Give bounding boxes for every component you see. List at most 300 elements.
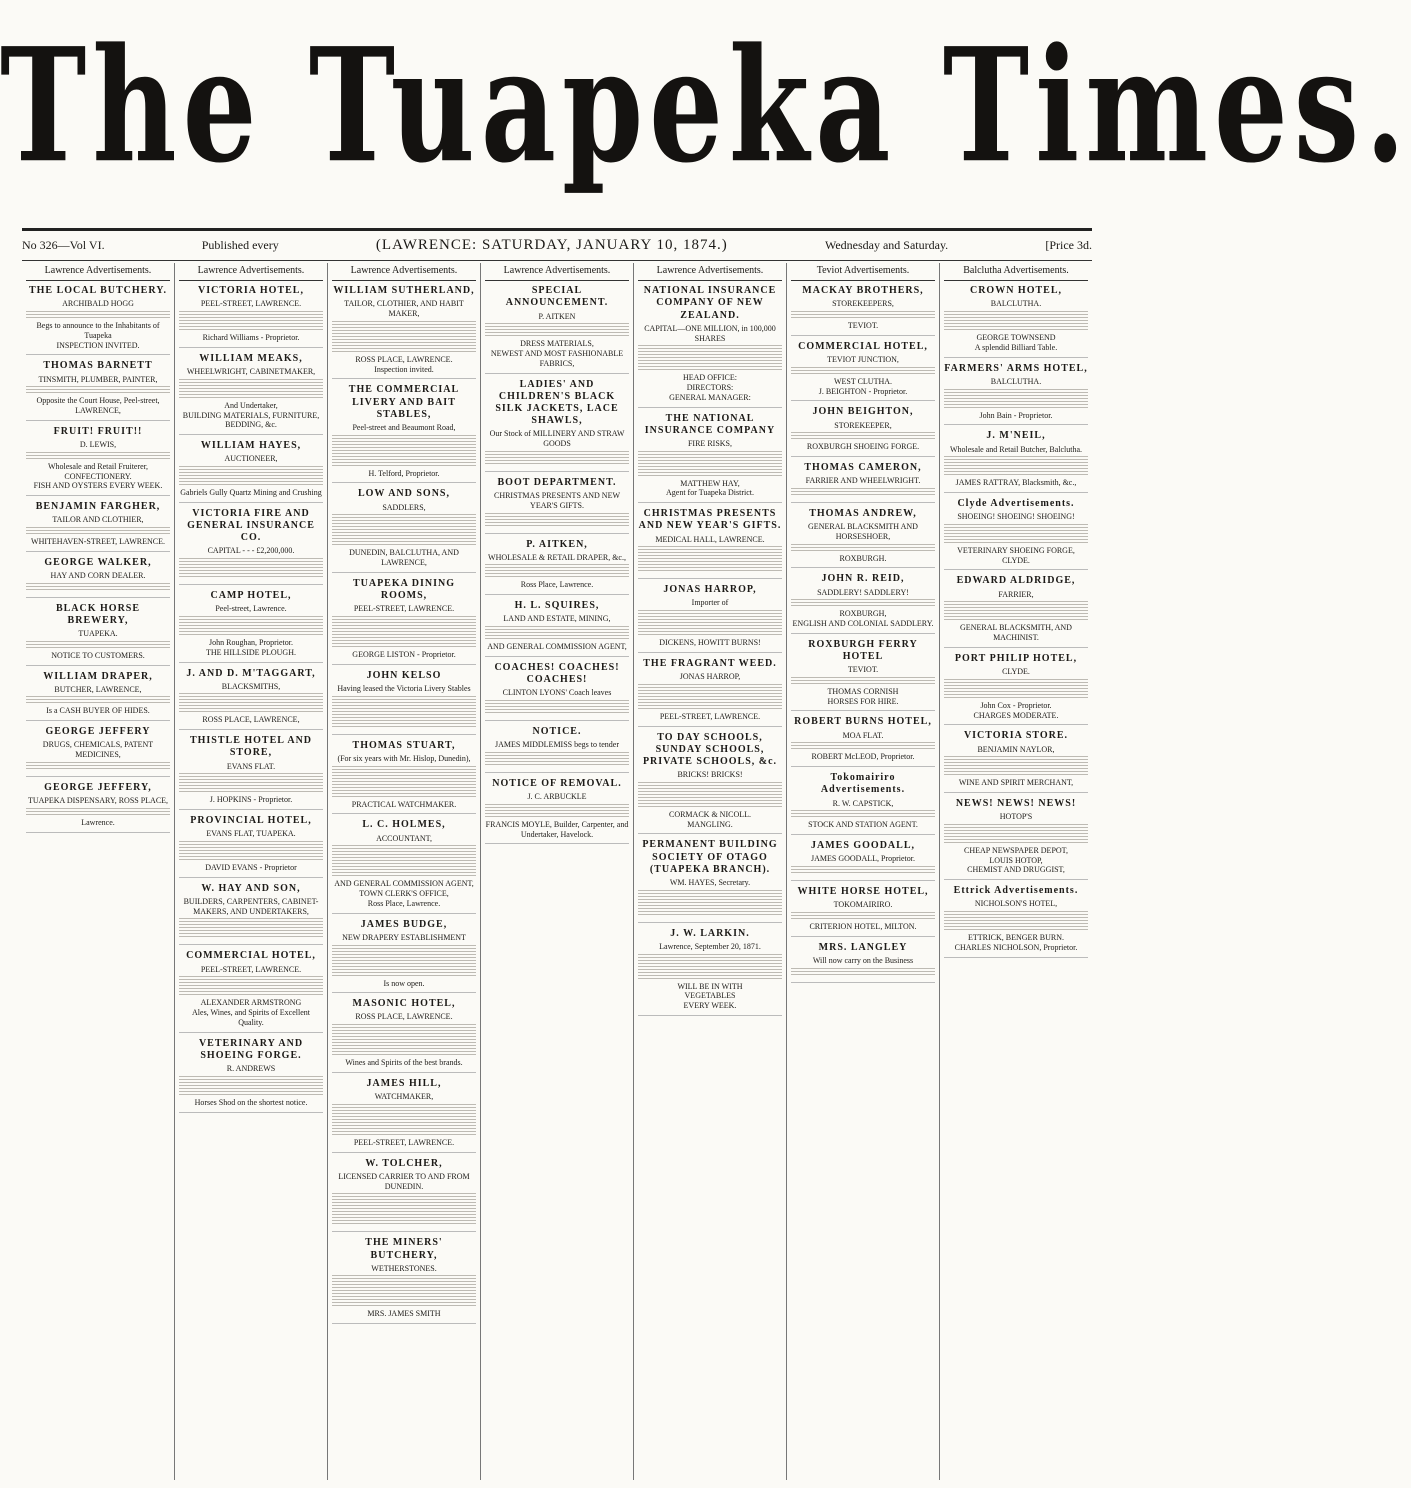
advertisement-line: Is now open. — [383, 978, 425, 988]
advertisement-columns — [22, 263, 1092, 1480]
advertisement-line: J. BEIGHTON - Proprietor. — [818, 386, 908, 396]
small-print-text-block — [944, 824, 1088, 844]
advertisement-title: TO DAY SCHOOLS, SUNDAY SCHOOLS, PRIVATE SCHOOLS, &c. — [642, 731, 778, 767]
advertisement-line: Horses Shod on the shortest notice. — [194, 1097, 308, 1107]
advertisement — [485, 662, 629, 721]
advertisement-line: FARRIER, — [998, 589, 1034, 599]
small-print-text-block — [638, 782, 782, 808]
advertisement — [26, 426, 170, 496]
info-rule — [22, 260, 1092, 261]
advertisement-line: DUNEDIN, BALCLUTHA, AND LAWRENCE, — [349, 548, 459, 568]
column-3 — [328, 263, 481, 1480]
advertisement-line: STOREKEEPER, — [834, 420, 892, 430]
advertisement-line: BALCLUTHA. — [990, 376, 1042, 386]
advertisement-line: AND GENERAL COMMISSION AGENT, — [487, 642, 627, 652]
advertisement-title: SPECIAL ANNOUNCEMENT. — [505, 285, 609, 309]
advertisement-line: Wholesale and Retail Butcher, Balclutha. — [949, 444, 1083, 454]
advertisement-line: FRANCIS MOYLE, Builder, Carpenter, and Undertaker, Havelock. — [485, 819, 629, 839]
advertisement-line: ROSS PLACE, LAWRENCE. — [355, 1012, 453, 1022]
column-2 — [175, 263, 328, 1480]
advertisement-line: GEORGE TOWNSEND — [976, 333, 1056, 343]
advertisement-line: Peel-street and Beaumont Road, — [352, 422, 456, 432]
advertisement — [332, 919, 476, 994]
advertisement-line: PEEL-STREET, LAWRENCE. — [200, 299, 302, 309]
advertisement-line: GENERAL BLACKSMITH, AND MACHINIST. — [960, 623, 1072, 643]
advertisement-title: THISTLE HOTEL AND STORE, — [189, 735, 313, 759]
advertisement-line: ROXBURGH, — [839, 609, 887, 619]
column-heading: Lawrence Advertisements. — [179, 263, 323, 281]
advertisement-line: ALEXANDER ARMSTRONG — [200, 998, 302, 1008]
advertisement-line: ETTRICK, BENGER BURN. — [968, 933, 1064, 943]
advertisement-line: MANGLING. — [687, 819, 733, 829]
column-5 — [634, 263, 787, 1480]
advertisement-line: BUILDERS, CARPENTERS, CABINET-MAKERS, AND UNDERTAKERS, — [183, 896, 319, 916]
small-print-text-block — [791, 677, 935, 685]
advertisement-line: DRUGS, CHEMICALS, PATENT MEDICINES, — [42, 740, 154, 760]
advertisement-line: EVANS FLAT, TUAPEKA. — [206, 829, 296, 839]
issue-number: No 326—Vol VI. — [22, 237, 105, 252]
advertisement-title: ROBERT BURNS HOTEL, — [794, 716, 932, 728]
advertisement-line: TEVIOT. — [847, 321, 879, 331]
small-print-text-block — [332, 1275, 476, 1307]
advertisement-line: P. AITKEN — [538, 311, 576, 321]
small-print-text-block — [332, 435, 476, 467]
advertisement-line: Opposite the Court House, Peel-street, — [36, 396, 160, 406]
advertisement-line: BENJAMIN NAYLOR, — [977, 744, 1055, 754]
advertisement-title: ROXBURGH FERRY HOTEL — [808, 638, 918, 662]
advertisement-line: STOCK AND STATION AGENT. — [808, 820, 918, 830]
advertisement — [332, 578, 476, 665]
small-print-text-block — [638, 546, 782, 572]
advertisement-line: GENERAL BLACKSMITH AND HORSESHOER, — [808, 522, 918, 541]
advertisement-title: NEWS! NEWS! NEWS! — [955, 798, 1077, 809]
advertisement — [179, 1038, 323, 1113]
advertisement-line: (For six years with Mr. Hislop, Dunedin), — [337, 753, 471, 763]
advertisement-title: JONAS HARROP, — [663, 584, 757, 596]
small-print-text-block — [485, 804, 629, 818]
small-print-text-block — [791, 488, 935, 496]
advertisement-line: R. ANDREWS — [226, 1064, 276, 1073]
advertisement-line: TAILOR AND CLOTHIER, — [52, 515, 144, 525]
advertisement — [485, 539, 629, 596]
advertisement — [179, 508, 323, 585]
advertisement-line: TEVIOT. — [847, 665, 879, 675]
small-print-text-block — [26, 527, 170, 535]
advertisement-line: R. W. CAPSTICK, — [832, 798, 894, 808]
small-print-text-block — [944, 756, 1088, 776]
column-heading: Lawrence Advertisements. — [26, 263, 170, 281]
advertisement — [791, 942, 935, 983]
issue-info-bar — [22, 232, 1092, 258]
advertisement — [791, 341, 935, 401]
advertisement-line: FIRE RISKS, — [687, 438, 732, 448]
advertisement-line: TOKOMAIRIRO. — [833, 900, 893, 910]
small-print-text-block — [332, 321, 476, 353]
masthead-rule — [22, 228, 1092, 231]
advertisement — [791, 573, 935, 633]
advertisement — [638, 584, 782, 653]
advertisement-line: Richard Williams - Proprietor. — [202, 333, 300, 343]
advertisement — [791, 886, 935, 937]
advertisement — [332, 1158, 476, 1233]
advertisement-line: Importer of — [691, 598, 729, 608]
column-heading: Lawrence Advertisements. — [638, 263, 782, 281]
column-heading: Teviot Advertisements. — [791, 263, 935, 281]
small-print-text-block — [638, 610, 782, 636]
advertisement — [179, 735, 323, 810]
advertisement-line: STOREKEEPERS, — [832, 299, 894, 309]
advertisement-title: THOMAS CAMERON, — [804, 462, 922, 473]
advertisement-line: Wholesale and Retail Fruiterer, — [47, 461, 149, 471]
advertisement — [485, 477, 629, 534]
advertisement-title: PROVINCIAL HOTEL, — [190, 815, 312, 827]
advertisement — [944, 653, 1088, 725]
advertisement — [638, 839, 782, 922]
advertisement — [791, 508, 935, 568]
advertisement-title: NATIONAL INSURANCE COMPANY OF NEW ZEALAND. — [643, 285, 777, 321]
advertisement-title: FRUIT! FRUIT!! — [53, 425, 143, 437]
advertisement-line: HOTOP'S — [999, 812, 1033, 822]
small-print-text-block — [944, 389, 1088, 409]
advertisement-line: VEGETABLES — [684, 991, 736, 1001]
advertisement-title: GEORGE JEFFERY — [45, 726, 151, 738]
advertisement — [944, 798, 1088, 880]
advertisement-line: Ales, Wines, and Spirits of Excellent Quality. — [192, 1008, 310, 1027]
advertisement-title: JAMES GOODALL, — [810, 840, 915, 851]
advertisement-title: WILLIAM SUTHERLAND, — [333, 285, 475, 297]
small-print-text-block — [791, 544, 935, 552]
advertisement-line: HORSES FOR HIRE. — [827, 696, 899, 706]
small-print-text-block — [638, 684, 782, 710]
small-print-text-block — [332, 1193, 476, 1225]
advertisement-line: AND GENERAL COMMISSION AGENT, — [334, 879, 474, 889]
advertisement — [791, 406, 935, 457]
advertisement — [638, 658, 782, 727]
advertisement-line: BRICKS! BRICKS! — [677, 770, 743, 780]
advertisement-line: ROBERT McLEOD, Proprietor. — [811, 752, 915, 762]
advertisement-title: FARMERS' ARMS HOTEL, — [944, 362, 1088, 374]
advertisement-title: Clyde Advertisements. — [957, 498, 1075, 509]
advertisement — [791, 840, 935, 881]
advertisement-title: VICTORIA FIRE AND GENERAL INSURANCE CO. — [187, 507, 315, 544]
advertisement-title: COACHES! COACHES! COACHES! — [494, 661, 620, 686]
advertisement — [26, 285, 170, 355]
small-print-text-block — [485, 752, 629, 766]
advertisement-title: JAMES HILL, — [366, 1077, 442, 1089]
advertisement-title: EDWARD ALDRIDGE, — [956, 575, 1076, 587]
advertisement-line: Lawrence. — [81, 817, 115, 827]
column-heading: Lawrence Advertisements. — [485, 263, 629, 281]
advertisement — [26, 603, 170, 666]
small-print-text-block — [485, 451, 629, 465]
advertisement-line: CHEAP NEWSPAPER DEPOT, — [964, 845, 1068, 855]
small-print-text-block — [26, 762, 170, 770]
advertisement-line: NICHOLSON'S HOTEL, — [974, 899, 1058, 909]
advertisement — [638, 732, 782, 835]
advertisement-title: THE COMMERCIAL LIVERY AND BAIT STABLES, — [348, 384, 460, 420]
advertisement-title: P. AITKEN, — [526, 538, 588, 550]
small-print-text-block — [179, 976, 323, 996]
advertisement-line: SHOEING! SHOEING! SHOEING! — [957, 512, 1075, 522]
advertisement-title: WILLIAM HAYES, — [200, 440, 302, 452]
advertisement-title: PORT PHILIP HOTEL, — [954, 652, 1078, 664]
small-print-text-block — [944, 456, 1088, 476]
advertisement-title: THOMAS STUART, — [352, 739, 456, 751]
small-print-text-block — [26, 583, 170, 591]
advertisement-line: VETERINARY SHOEING FORGE, — [957, 545, 1075, 555]
advertisement-line: CLINTON LYONS' Coach leaves — [502, 688, 612, 698]
small-print-text-block — [332, 845, 476, 877]
advertisement-line: PEEL-STREET, LAWRENCE. — [353, 604, 455, 614]
advertisement-line: CRITERION HOTEL, MILTON. — [809, 921, 917, 931]
advertisement-line: ROXBURGH. — [839, 553, 887, 563]
advertisement-line: HEAD OFFICE: — [682, 373, 737, 383]
advertisement-line: WHOLESALE & RETAIL DRAPER, &c., — [488, 552, 626, 562]
advertisement-line: WEST CLUTHA. — [833, 376, 893, 386]
advertisement-line: TUAPEKA DISPENSARY, ROSS PLACE, — [27, 796, 169, 806]
advertisement — [485, 726, 629, 773]
advertisement-line: Peel-street, Lawrence. — [215, 604, 287, 614]
advertisement-line: Will now carry on the Business — [812, 955, 914, 965]
small-print-text-block — [179, 841, 323, 861]
advertisement-line: John Bain - Proprietor. — [979, 410, 1053, 420]
advertisement-title: J. AND D. M'TAGGART, — [186, 667, 316, 679]
advertisement — [332, 670, 476, 735]
small-print-text-block — [26, 311, 170, 319]
small-print-text-block — [791, 866, 935, 874]
advertisement-title: VICTORIA STORE. — [963, 730, 1069, 742]
advertisement-line: JONAS HARROP, — [679, 672, 741, 682]
masthead — [0, 0, 1411, 199]
advertisement-title: TUAPEKA DINING ROOMS, — [352, 577, 456, 602]
advertisement-line: NOTICE TO CUSTOMERS. — [51, 650, 145, 660]
advertisement-title: NOTICE OF REMOVAL. — [492, 777, 622, 789]
advertisement-title: NOTICE. — [532, 726, 582, 737]
column-heading: Lawrence Advertisements. — [332, 263, 476, 281]
small-print-text-block — [179, 466, 323, 486]
small-print-text-block — [179, 918, 323, 938]
advertisement-title: Ettrick Advertisements. — [953, 885, 1079, 897]
advertisement-title: THE FRAGRANT WEED. — [643, 657, 777, 669]
advertisement-title: GEORGE JEFFERY, — [44, 781, 152, 793]
small-print-text-block — [179, 311, 323, 331]
small-print-text-block — [332, 1024, 476, 1056]
small-print-text-block — [179, 693, 323, 713]
small-print-text-block — [26, 808, 170, 816]
small-print-text-block — [332, 616, 476, 648]
advertisement-line: CORMACK & NICOLL. — [668, 809, 751, 819]
publication-days: Wednesday and Saturday. — [824, 237, 949, 252]
advertisement — [26, 360, 170, 420]
small-print-text-block — [332, 1104, 476, 1136]
advertisement-line: MEDICAL HALL, LAWRENCE. — [655, 534, 765, 544]
advertisement-line: ACCOUNTANT, — [376, 833, 432, 843]
advertisement-title: L. C. HOLMES, — [362, 819, 446, 831]
advertisement-line: MRS. JAMES SMITH — [367, 1309, 441, 1319]
advertisement — [638, 928, 782, 1016]
advertisement-line: FARRIER AND WHEELWRIGHT. — [805, 476, 921, 486]
advertisement-line: GENERAL MANAGER: — [669, 392, 751, 402]
advertisement-line: MOA FLAT. — [842, 730, 884, 740]
advertisement-line: BUILDING MATERIALS, FURNITURE, BEDDING, &c. — [182, 410, 320, 430]
small-print-text-block — [485, 564, 629, 578]
advertisement-line: John Roughan, Proprietor. — [209, 638, 293, 647]
small-print-text-block — [791, 599, 935, 607]
advertisement-line: DIRECTORS: — [686, 383, 734, 392]
advertisement-title: MRS. LANGLEY — [818, 941, 908, 953]
advertisement — [332, 285, 476, 379]
advertisement — [485, 379, 629, 472]
advertisement-title: CROWN HOTEL, — [969, 285, 1062, 297]
advertisement-title: LOW AND SONS, — [357, 488, 450, 500]
advertisement — [332, 740, 476, 815]
advertisement-line: CHARGES MODERATE. — [973, 710, 1059, 720]
newspaper-title: The Tuapeka Times. — [0, 14, 1411, 199]
small-print-text-block — [791, 432, 935, 440]
issue-price: [Price 3d. — [1045, 237, 1092, 252]
advertisement-title: JAMES BUDGE, — [360, 918, 448, 930]
advertisement-line: MATTHEW HAY, — [680, 478, 740, 488]
advertisement-title: THOMAS ANDREW, — [809, 507, 917, 519]
advertisement-title: THE MINERS' BUTCHERY, — [365, 1237, 443, 1261]
advertisement — [26, 782, 170, 833]
small-print-text-block — [485, 626, 629, 640]
advertisement-line: WATCHMAKER, — [374, 1092, 434, 1102]
advertisement-line: NEWEST AND MOST FASHIONABLE FABRICS, — [490, 349, 624, 368]
advertisement-line: H. Telford, Proprietor. — [368, 468, 440, 478]
advertisement-line: CHEMIST AND DRUGGIST, — [967, 865, 1065, 875]
advertisement-line: Ross Place, Lawrence. — [520, 580, 594, 590]
advertisement-line: WINE AND SPIRIT MERCHANT, — [958, 778, 1074, 788]
small-print-text-block — [332, 945, 476, 977]
advertisement — [944, 575, 1088, 647]
advertisement-title: WHITE HORSE HOTEL, — [797, 885, 929, 897]
advertisement-line: LAND AND ESTATE, MINING, — [503, 614, 611, 624]
advertisement-line: John Cox - Proprietor. — [980, 700, 1052, 710]
advertisement-title: WILLIAM DRAPER, — [43, 670, 153, 682]
advertisement — [179, 285, 323, 348]
advertisement — [944, 430, 1088, 493]
advertisement — [179, 440, 323, 503]
advertisement-line: CHARLES NICHOLSON, Proprietor. — [954, 942, 1078, 952]
advertisement — [179, 950, 323, 1032]
advertisement-title: H. L. SQUIRES, — [514, 600, 600, 612]
published-label: Published every — [201, 237, 279, 252]
advertisement — [791, 639, 935, 712]
advertisement — [332, 488, 476, 572]
advertisement-line: FISH AND OYSTERS EVERY WEEK. — [33, 481, 163, 491]
advertisement-title: CHRISTMAS PRESENTS AND NEW YEAR'S GIFTS. — [638, 508, 782, 532]
small-print-text-block — [26, 386, 170, 394]
advertisement-line: J. C. ARBUCKLE — [527, 792, 587, 802]
advertisement-line: GEORGE LISTON - Proprietor. — [352, 650, 456, 659]
advertisement-line: THOMAS CORNISH — [827, 686, 899, 696]
advertisement — [485, 600, 629, 657]
advertisement-line: EVERY WEEK. — [683, 1001, 737, 1011]
small-print-text-block — [179, 616, 323, 636]
advertisement-line: LOUIS HOTOP, — [989, 855, 1043, 865]
advertisement-line: ENGLISH AND COLONIAL SADDLERY. — [792, 619, 934, 629]
advertisement-line: Is a CASH BUYER OF HIDES. — [46, 706, 150, 716]
advertisement-line: ROSS PLACE, LAWRENCE, — [202, 715, 300, 725]
advertisement-line: EVANS FLAT. — [226, 761, 276, 771]
small-print-text-block — [332, 766, 476, 798]
column-4 — [481, 263, 634, 1480]
advertisement-line: DAVID EVANS - Proprietor — [205, 863, 297, 872]
advertisement — [485, 778, 629, 844]
advertisement-title: THE NATIONAL INSURANCE COMPANY — [644, 412, 776, 436]
advertisement-line: BLACKSMITHS, — [221, 681, 281, 691]
advertisement-title: BLACK HORSE BREWERY, — [55, 602, 141, 626]
small-print-text-block — [791, 912, 935, 920]
advertisement-line: ARCHIBALD HOGG — [62, 299, 134, 309]
advertisement-title: BOOT DEPARTMENT. — [497, 476, 617, 488]
small-print-text-block — [332, 514, 476, 546]
advertisement — [26, 501, 170, 552]
small-print-text-block — [485, 700, 629, 714]
advertisement — [791, 462, 935, 503]
advertisement-title: PERMANENT BUILDING SOCIETY OF OTAGO (TUAPEKA BRANCH). — [642, 839, 778, 875]
advertisement-line: TUAPEKA. — [78, 629, 118, 638]
advertisement-line: TAILOR, CLOTHIER, AND HABIT MAKER, — [344, 299, 464, 319]
advertisement-title: BENJAMIN FARGHER, — [35, 501, 161, 512]
advertisement-title: COMMERCIAL HOTEL, — [798, 340, 928, 352]
advertisement — [638, 413, 782, 504]
advertisement-line: TINSMITH, PLUMBER, PAINTER, — [38, 374, 158, 384]
advertisement-title: THE LOCAL BUTCHERY. — [28, 285, 168, 297]
advertisement-line: PEEL-STREET, LAWRENCE. — [353, 1137, 455, 1147]
small-print-text-block — [944, 911, 1088, 931]
advertisement — [179, 883, 323, 946]
advertisement-line: CHRISTMAS PRESENTS AND NEW YEAR'S GIFTS. — [493, 491, 620, 510]
small-print-text-block — [26, 641, 170, 649]
advertisement-title: Tokomairiro Advertisements. — [820, 772, 906, 796]
advertisement-line: CLYDE. — [1002, 667, 1030, 677]
advertisement-line: WHEELWRIGHT, CABINETMAKER, — [186, 367, 316, 377]
small-print-text-block — [638, 345, 782, 371]
advertisement-line: CONFECTIONERY. — [64, 471, 132, 481]
advertisement — [791, 285, 935, 336]
advertisement — [332, 1237, 476, 1324]
advertisement — [26, 726, 170, 777]
small-print-text-block — [26, 696, 170, 704]
advertisement-line: SADDLERY! SADDLERY! — [817, 587, 909, 597]
advertisement-line: WM. HAYES, Secretary. — [669, 878, 751, 887]
advertisement-title: JOHN KELSO — [366, 669, 442, 681]
small-print-text-block — [791, 367, 935, 375]
small-print-text-block — [791, 311, 935, 319]
advertisement-line: WETHERSTONES. — [371, 1263, 437, 1273]
small-print-text-block — [944, 679, 1088, 699]
advertisement-title: MACKAY BROTHERS, — [802, 285, 924, 297]
advertisement — [944, 730, 1088, 793]
advertisement-line: AUCTIONEER, — [224, 454, 278, 464]
column-heading: Balclutha Advertisements. — [944, 263, 1088, 281]
small-print-text-block — [485, 513, 629, 527]
advertisement-title: JOHN BEIGHTON, — [812, 406, 914, 418]
advertisement-title: GEORGE WALKER, — [44, 556, 152, 568]
advertisement-line: PRACTICAL WATCHMAKER. — [351, 799, 457, 809]
advertisement-line: TOWN CLERK'S OFFICE, — [359, 889, 449, 899]
advertisement — [26, 557, 170, 598]
small-print-text-block — [179, 773, 323, 793]
advertisement-line: JAMES GOODALL, Proprietor. — [811, 854, 915, 864]
advertisement-line: JAMES MIDDLEMISS begs to tender — [495, 740, 619, 750]
advertisement-line: HAY AND CORN DEALER. — [50, 570, 146, 580]
advertisement-title: J. M'NEIL, — [986, 430, 1046, 442]
advertisement-line: Begs to announce to the Inhabitants of Tuapeka — [36, 321, 160, 340]
advertisement — [944, 498, 1088, 570]
